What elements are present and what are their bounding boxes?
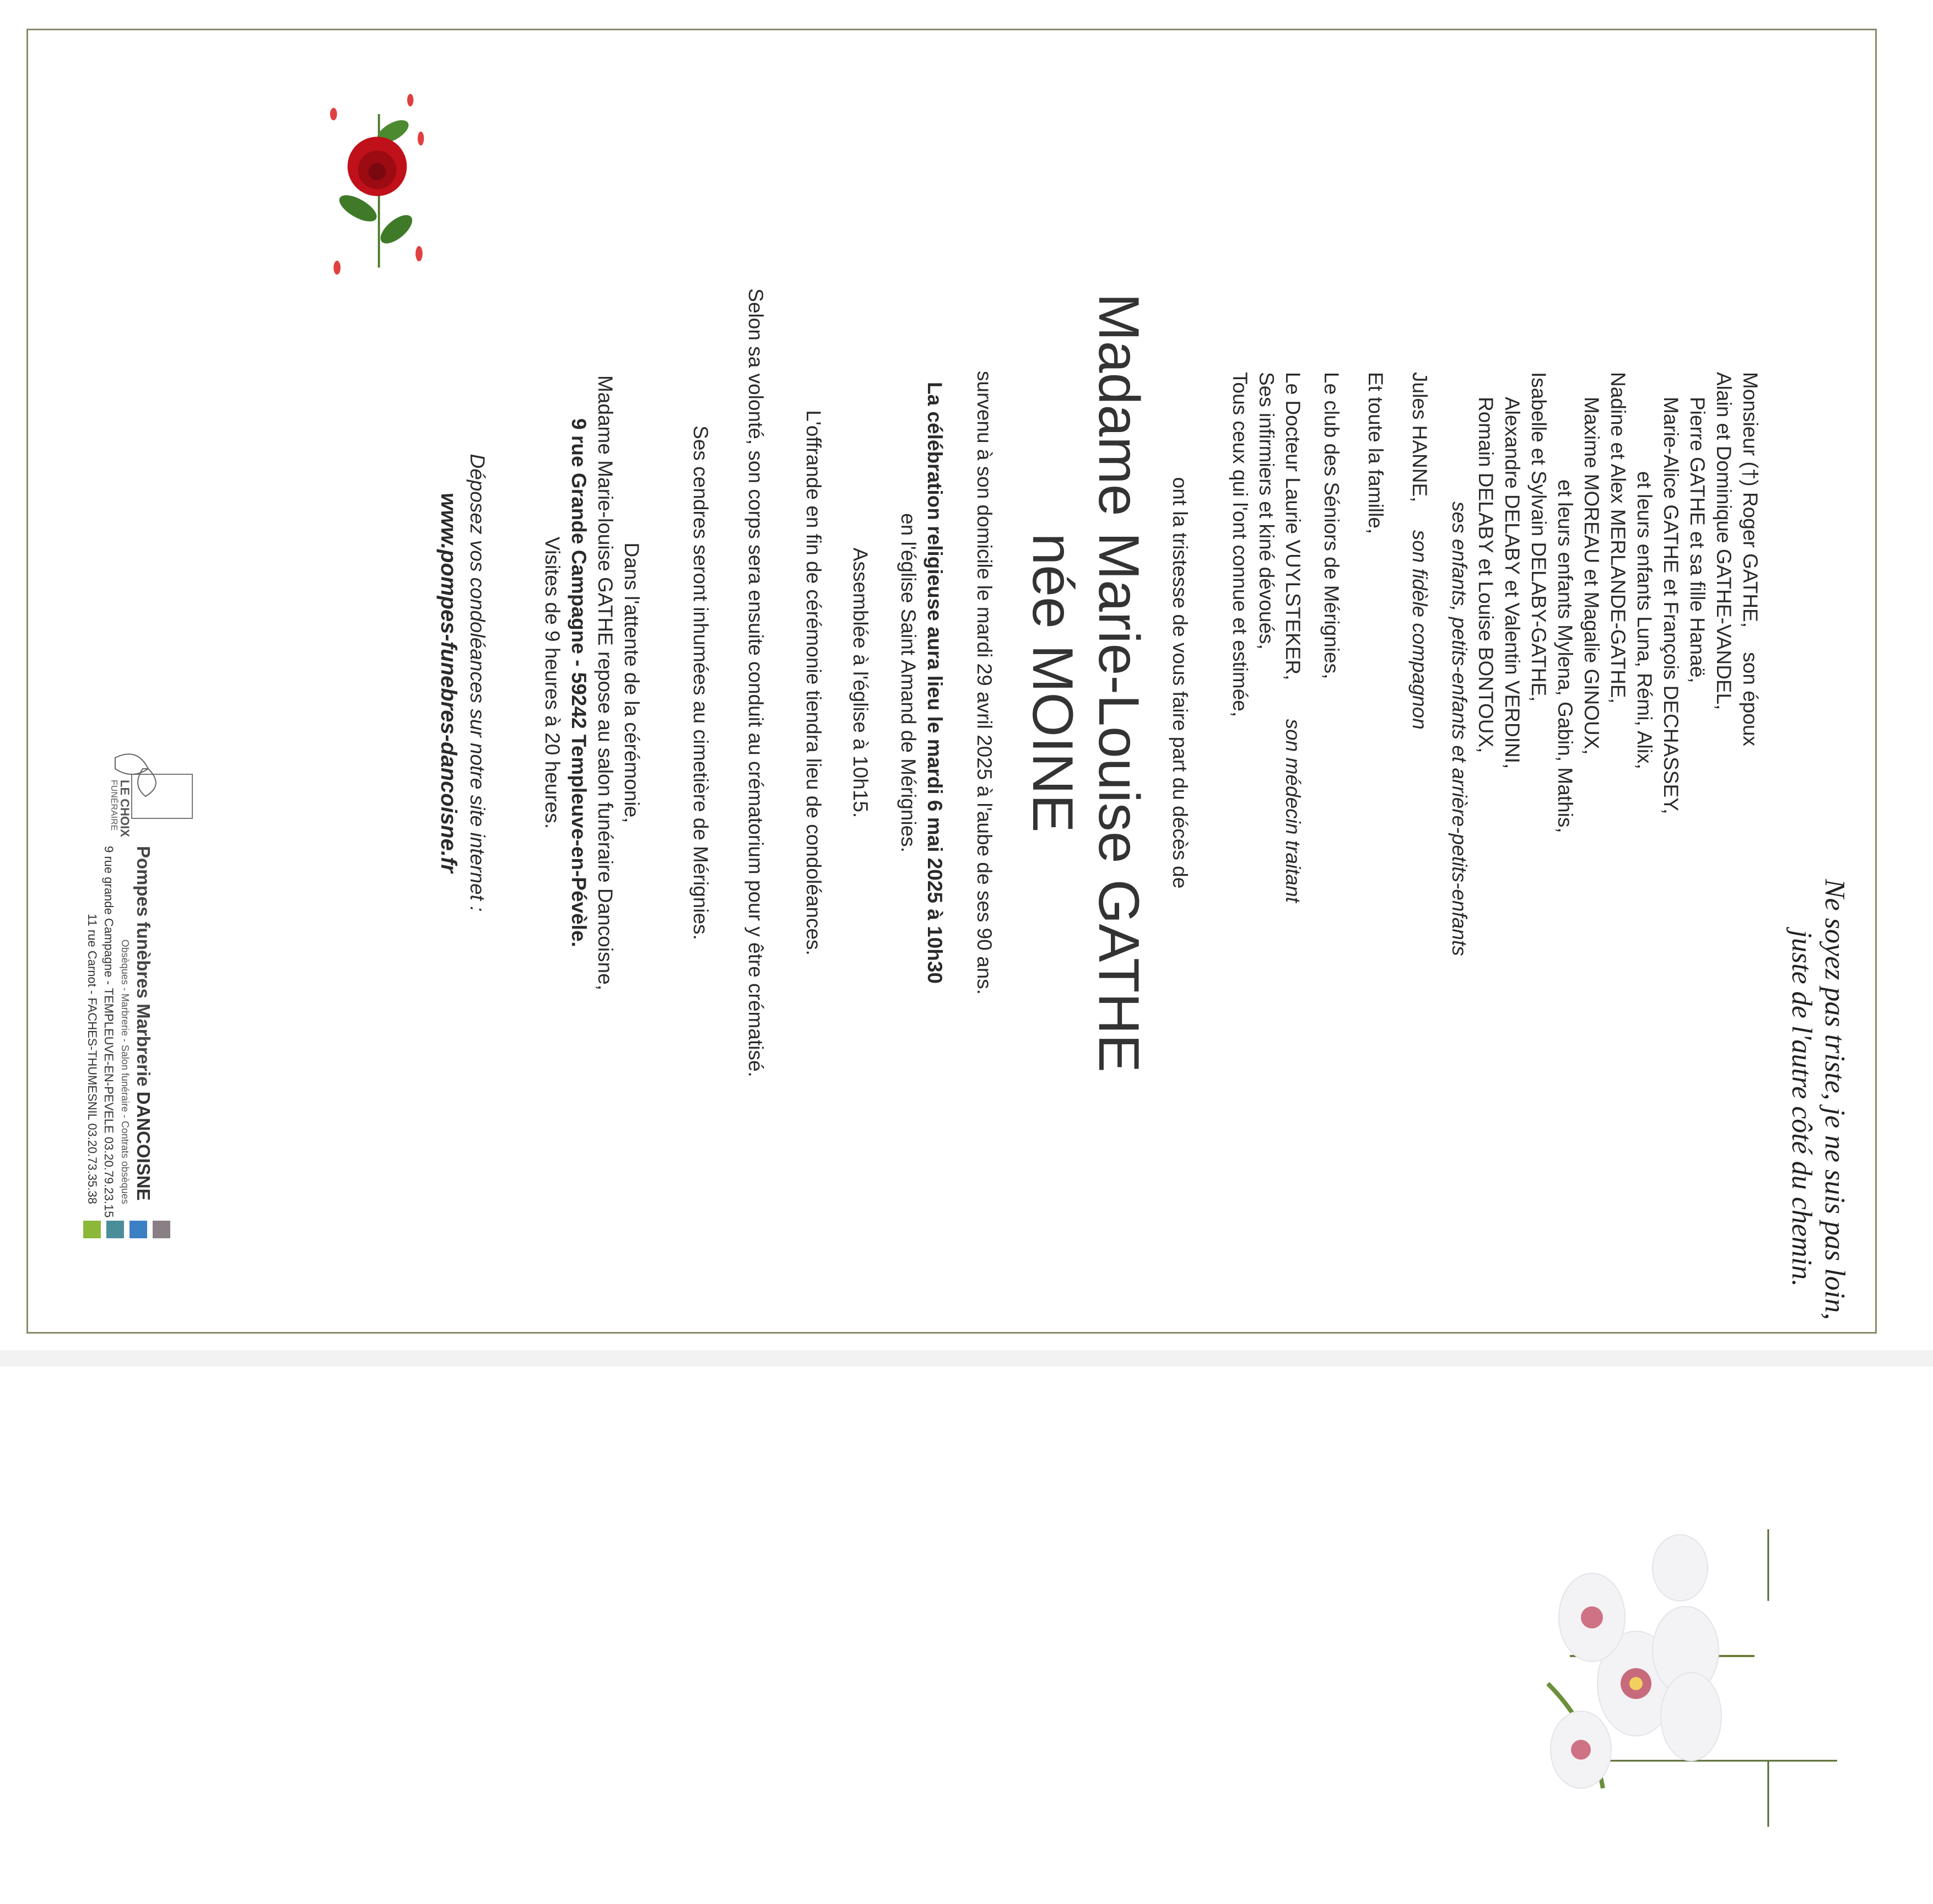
doctor-line (1280, 372, 1305, 903)
condolences-line: Déposez vos condoléances sur notre site internet : (466, 454, 489, 912)
nurses-line: Ses infirmiers et kiné dévoués, (1255, 372, 1278, 650)
deceased-name: Madame Marie-Louise GATHE (1087, 293, 1151, 1073)
family-line-9: Isabelle et Sylvain DELABY-GATHE, (1527, 372, 1550, 702)
funeral-home-services: Obsèques - Marbrerie - Salon funéraire - Contrats obsèques (120, 939, 131, 1204)
club-line: Le club des Séniors de Mérignies, (1320, 372, 1343, 679)
family-line-11: Romain DELABY et Louise BONTOUX, (1475, 397, 1497, 753)
quote-line-2: juste de l'autre côté du chemin. (1786, 930, 1817, 1287)
scan-bottom-band (0, 1350, 1933, 1367)
family-role: son époux (1739, 652, 1762, 747)
family-line-10: Alexandre DELABY et Valentin VERDINI, (1501, 397, 1524, 769)
funeral-home-address-1: 9 rue grande Campagne - TEMPLEUVE-EN-PEVELE 03.20.79.23.15 (102, 846, 116, 1218)
brand-square (83, 1221, 101, 1238)
assembly-line: Assemblée à l'église à 10h15. (849, 547, 872, 818)
logo-line-2: FUNÉRAIRE (109, 780, 118, 831)
announcement-text: ont la tristesse de vous faire part du décès de (1169, 477, 1191, 889)
funeral-home-name-prefix: Pompes funèbres Marbrerie (133, 846, 154, 1092)
all-known-line: Tous ceux qui l'ont connue et estimée, (1229, 372, 1251, 718)
death-line: survenu à son domicile le mardi 29 avril 2025 à l'aube de ses 90 ans. (973, 370, 996, 995)
waiting-line-2: Madame Marie-louise GATHE repose au salon funéraire Dancoisne, (594, 375, 617, 991)
ceremony-line-2: en l'église Saint Amand de Mérignies. (897, 513, 920, 853)
companion-line (1407, 372, 1432, 730)
family-line-1 (1737, 372, 1763, 746)
condolences-website[interactable]: www.pompes-funebres-dancoisne.fr (436, 493, 461, 873)
family-line-4: Marie-Alice GATHE et François DECHASSEY, (1660, 397, 1682, 815)
brand-squares (83, 1221, 170, 1243)
all-family-line: Et toute la famille, (1364, 372, 1387, 535)
family-line-5: et leurs enfants Luna, Rémi, Alix, (1633, 471, 1656, 769)
funeral-home-name-bold: DANCOISNE (133, 1091, 154, 1201)
family-line-3: Pierre GATHE et sa fille Hanaë, (1686, 397, 1709, 683)
logo-line-1: LE CHOIX (118, 780, 132, 837)
offering-line: L'offrande en fin de cérémonie tiendra lieu de condoléances. (802, 410, 825, 956)
ashes-line: Ses cendres seront inhumées au cimetière de Mérignies. (689, 425, 712, 940)
orchid-decoration (1520, 1518, 1878, 1904)
brand-square (129, 1221, 147, 1238)
deceased-maiden-name: née MOINE (1021, 533, 1084, 833)
quote-line-1: Ne soyez pas triste, je ne suis pas loin, (1819, 879, 1850, 1320)
funeral-home-address-2: 11 rue Carnot - FACHES-THUMESNIL 03.20.73.35.38 (85, 913, 99, 1204)
family-line-8: et leurs enfants Mylena, Gabin, Mathis, (1554, 479, 1576, 833)
doctor-role: son médecin traitant (1282, 719, 1304, 903)
family-line-7: Maxime MOREAU et Magalie GINOUX, (1580, 397, 1603, 755)
companion-name: Jules HANNE, (1408, 372, 1431, 503)
companion-role: son fidèle compagnon (1408, 530, 1431, 730)
le-choix-funeraire-logo (104, 741, 198, 837)
waiting-line-1: Dans l'attente de la cérémonie, (620, 542, 643, 823)
family-line-12: ses enfants, petits-enfants et arrière-petits-enfants (1448, 501, 1471, 956)
rotated-page (28, 30, 1878, 1335)
funeral-home-block (85, 846, 154, 1232)
family-line-6: Nadine et Alex MERLANDE-GATHE, (1607, 372, 1629, 704)
family-name: Monsieur (†) Roger GATHE, (1739, 372, 1762, 628)
funeral-home-name (133, 846, 154, 1232)
rose-decoration (225, 52, 435, 427)
family-line-2: Alain et Dominique GATHE-VANDEL, (1713, 372, 1735, 710)
waiting-address: 9 rue Grande Campagne - 59242 Templeuve-en-Pévèle. (568, 418, 590, 947)
announcement-frame (26, 29, 1877, 1334)
cremation-line: Selon sa volonté, son corps sera ensuite conduit au crématorium pour y être crématisé. (744, 288, 767, 1077)
ceremony-line-1: La célébration religieuse aura lieu le mardi 6 mai 2025 à 10h30 (924, 381, 946, 984)
brand-square (153, 1221, 170, 1238)
waiting-visits: Visites de 9 heures à 20 heures. (541, 537, 564, 829)
doctor-name: Le Docteur Laurie VUYLSTEKER, (1282, 372, 1304, 681)
brand-square (106, 1221, 124, 1238)
